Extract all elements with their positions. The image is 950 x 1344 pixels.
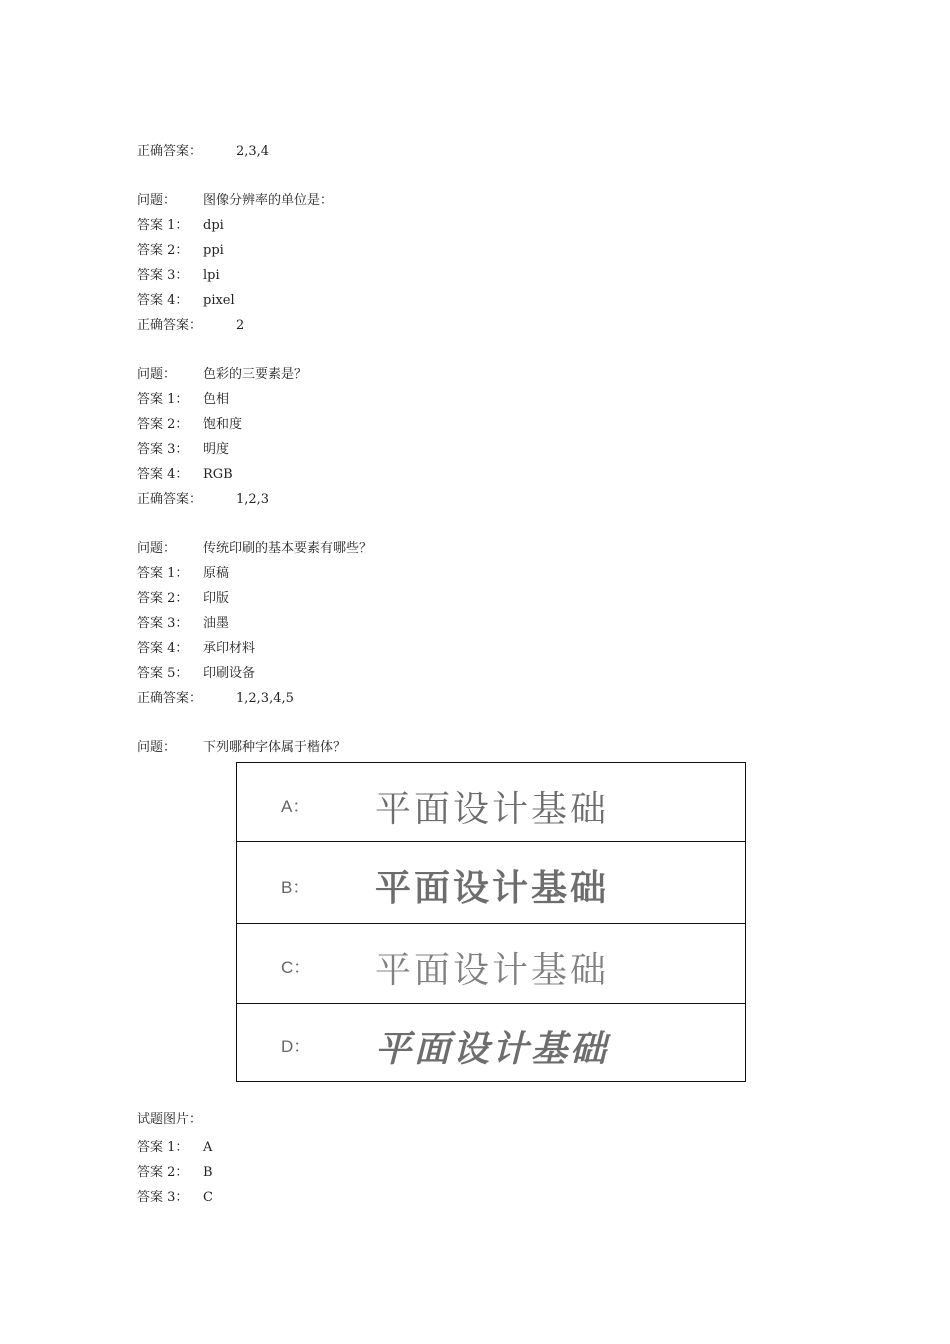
answer-value: 色相: [203, 392, 230, 407]
answer-label: 答案 2：: [137, 591, 189, 606]
option-letter: A：: [281, 797, 310, 816]
answer-label: 答案 1：: [137, 1140, 189, 1155]
correct-answer-label: 正确答案：: [137, 318, 203, 333]
answer-label: 答案 4：: [137, 641, 189, 656]
correct-answer-line: [137, 144, 269, 160]
answer-label: 答案 1：: [137, 218, 189, 233]
answer-value: 承印材料: [203, 641, 256, 656]
answer-label: 答案 2：: [137, 243, 189, 258]
question-line: [137, 367, 307, 383]
answer-value: RGB: [203, 467, 233, 482]
answer-line: [137, 666, 255, 682]
answer-value: 原稿: [203, 566, 230, 581]
correct-answer-value: 2,3,4: [236, 144, 270, 159]
option-font-sample: 平面设计基础: [375, 950, 610, 991]
correct-answer-label: 正确答案：: [137, 144, 203, 159]
answer-line: [137, 417, 242, 433]
answer-value: dpi: [203, 218, 224, 233]
answer-value: 印版: [203, 591, 230, 606]
question-text: 图像分辨率的单位是：: [203, 193, 334, 208]
correct-answer-value: 2: [236, 318, 245, 333]
answer-value: 明度: [203, 442, 230, 457]
answer-label: 答案 5：: [137, 666, 189, 681]
answer-line: [137, 1165, 213, 1181]
option-letter: C：: [281, 958, 311, 977]
answer-label: 答案 4：: [137, 467, 189, 482]
question-line: [137, 193, 333, 209]
answer-value: A: [203, 1140, 213, 1155]
answer-value: pixel: [203, 293, 235, 308]
option-font-sample: 平面设计基础: [375, 1028, 610, 1070]
answer-value: C: [203, 1190, 213, 1205]
answer-value: ppi: [203, 243, 224, 258]
image-label: 试题图片：: [137, 1112, 203, 1127]
question-text: 色彩的三要素是？: [203, 367, 308, 382]
answer-label: 答案 2：: [137, 417, 189, 432]
answer-line: [137, 1190, 213, 1206]
answer-line: [137, 268, 220, 284]
answer-line: [137, 218, 224, 234]
option-font-sample: 平面设计基础: [375, 868, 610, 909]
option-row-d: [237, 1004, 745, 1081]
answer-line: [137, 641, 255, 657]
answer-label: 答案 1：: [137, 392, 189, 407]
answer-line: [137, 243, 224, 259]
answer-line: [137, 566, 229, 582]
answer-label: 答案 1：: [137, 566, 189, 581]
answer-label: 答案 3：: [137, 268, 189, 283]
question-text: 传统印刷的基本要素有哪些？: [203, 541, 373, 556]
answer-value: 油墨: [203, 616, 230, 631]
answer-label: 答案 3：: [137, 442, 189, 457]
correct-answer-value: 1,2,3: [236, 492, 270, 507]
answer-line: [137, 293, 235, 309]
answer-line: [137, 442, 229, 458]
answer-label: 答案 3：: [137, 616, 189, 631]
font-options-image: [236, 762, 746, 1082]
option-row-b: [237, 842, 745, 924]
question-label: 问题：: [137, 541, 177, 556]
answer-line: [137, 1140, 212, 1156]
option-letter: D：: [281, 1037, 311, 1056]
answer-value: 印刷设备: [203, 666, 256, 681]
answer-line: [137, 467, 233, 483]
correct-answer-line: [137, 318, 244, 334]
question-label: 问题：: [137, 367, 177, 382]
option-font-sample: 平面设计基础: [375, 789, 610, 830]
option-letter: B：: [281, 878, 310, 897]
correct-answer-line: [137, 492, 269, 508]
option-row-a: [237, 763, 745, 842]
answer-line: [137, 591, 229, 607]
correct-answer-label: 正确答案：: [137, 691, 203, 706]
option-row-c: [237, 924, 745, 1004]
answer-label: 答案 4：: [137, 293, 189, 308]
question-line: [137, 740, 346, 756]
answer-line: [137, 392, 229, 408]
correct-answer-line: [137, 691, 294, 707]
answer-value: lpi: [203, 268, 220, 283]
answer-value: B: [203, 1165, 213, 1180]
answer-label: 答案 3：: [137, 1190, 189, 1205]
image-label-line: [137, 1112, 202, 1128]
answer-value: 饱和度: [203, 417, 243, 432]
answer-label: 答案 2：: [137, 1165, 189, 1180]
question-text: 下列哪种字体属于楷体？: [203, 740, 347, 755]
question-label: 问题：: [137, 193, 177, 208]
correct-answer-value: 1,2,3,4,5: [236, 691, 294, 706]
question-label: 问题：: [137, 740, 177, 755]
question-line: [137, 541, 372, 557]
answer-line: [137, 616, 229, 632]
correct-answer-label: 正确答案：: [137, 492, 203, 507]
